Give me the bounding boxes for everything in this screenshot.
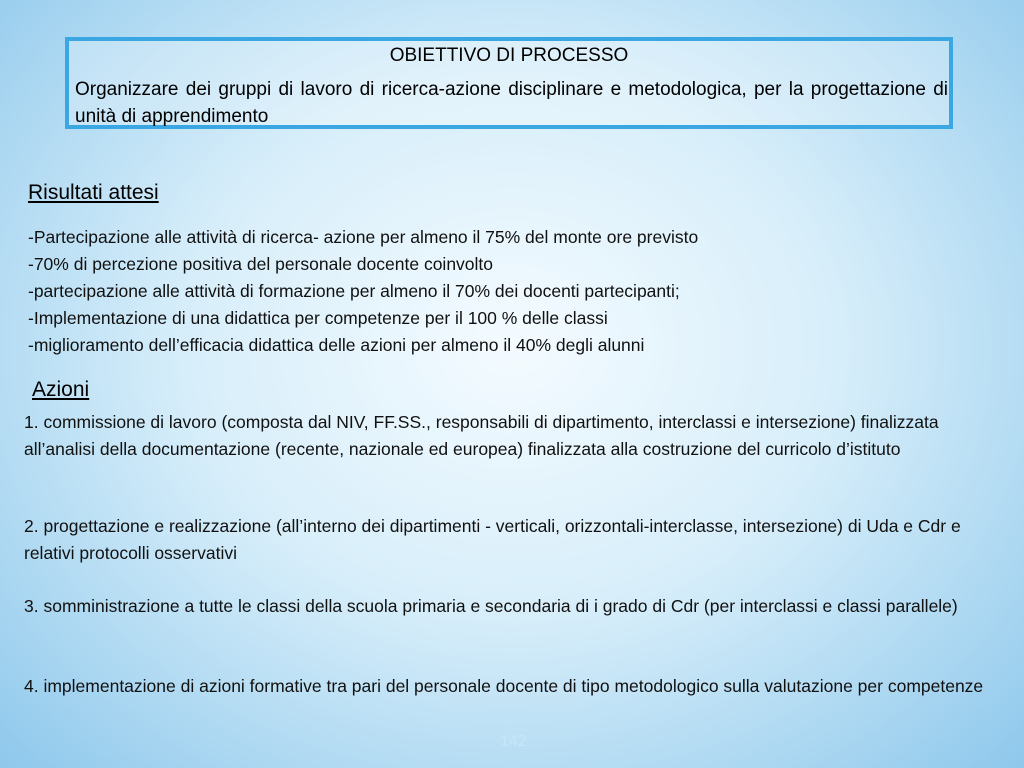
result-item: -partecipazione alle attività di formazione per almeno il 70% dei docenti partecipanti; (28, 281, 680, 301)
action-item: 2. progettazione e realizzazione (all’interno dei dipartimenti - verticali, orizzontali-interclasse, intersezione) di Uda e Cdr e relativi protocolli osservativi (24, 516, 961, 563)
action-item: 3. somministrazione a tutte le classi della scuola primaria e secondaria di i grado di Cdr (per interclassi e classi parallele) (24, 596, 958, 616)
results-heading: Risultati attesi (28, 181, 159, 204)
result-item: -Partecipazione alle attività di ricerca- azione per almeno il 75% del monte ore previsto (28, 227, 699, 247)
result-item: -70% di percezione positiva del personale docente coinvolto (28, 254, 494, 274)
result-item: -Implementazione di una didattica per competenze per il 100 % delle classi (28, 308, 608, 328)
action-item: 4. implementazione di azioni formative tra pari del personale docente di tipo metodologico sulla valutazione per competenze (24, 676, 984, 696)
actions-heading: Azioni (32, 378, 90, 401)
page-number: 142 (500, 733, 527, 750)
objective-box (65, 37, 953, 129)
objective-text: Organizzare dei gruppi di lavoro di ricerca-azione disciplinare e metodologica, per la progettazione di unità di apprendimento (75, 79, 948, 127)
objective-title: OBIETTIVO DI PROCESSO (389, 45, 629, 66)
results-list (28, 224, 698, 359)
action-item: 1. commissione di lavoro (composta dal NIV, FF.SS., responsabili di dipartimento, interclassi e intersezione) finalizzata all’analisi della documentazione (recente, nazionale ed europea) finalizzata alla costruzione del curricolo d’istituto (24, 412, 939, 459)
result-item: -miglioramento dell’efficacia didattica delle azioni per almeno il 40% degli alunni (28, 335, 645, 355)
